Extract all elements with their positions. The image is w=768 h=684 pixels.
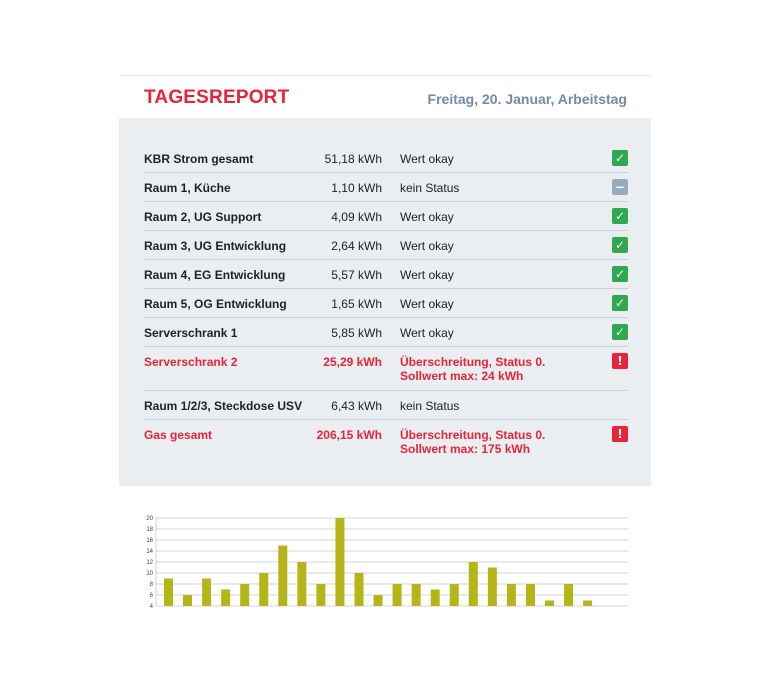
chart-bar bbox=[297, 562, 306, 606]
row-status-line1: Überschreitung, Status 0. bbox=[400, 428, 546, 442]
row-status-line1: Wert okay bbox=[400, 297, 454, 311]
row-name: Gas gesamt bbox=[144, 428, 213, 442]
check-icon: ✓ bbox=[612, 266, 628, 282]
chart-bar bbox=[450, 584, 459, 606]
row-status bbox=[400, 326, 454, 340]
row-name: Raum 3, UG Entwicklung bbox=[144, 239, 287, 253]
row-status-line1: Wert okay bbox=[400, 239, 454, 253]
row-status bbox=[400, 181, 459, 195]
row-value: 2,64 kWh bbox=[331, 239, 382, 253]
chart-bar bbox=[164, 579, 173, 607]
report-title: TAGESREPORT bbox=[144, 87, 290, 108]
chart-bar bbox=[259, 573, 268, 606]
row-status-line1: Überschreitung, Status 0. bbox=[400, 355, 546, 369]
table-row bbox=[144, 144, 628, 173]
row-value: 5,85 kWh bbox=[331, 326, 382, 340]
table-row bbox=[144, 202, 628, 231]
chart-bar bbox=[335, 518, 344, 606]
y-tick-label: 10 bbox=[146, 571, 153, 577]
chart-bar bbox=[564, 584, 573, 606]
row-status bbox=[400, 297, 454, 311]
report-date: Freitag, 20. Januar, Arbeitstag bbox=[427, 91, 627, 107]
chart-bar bbox=[583, 601, 592, 607]
chart-bar bbox=[278, 546, 287, 607]
chart-bar bbox=[431, 590, 440, 607]
row-value: 6,43 kWh bbox=[331, 399, 382, 413]
check-icon: ✓ bbox=[612, 237, 628, 253]
check-icon: ✓ bbox=[612, 295, 628, 311]
exclamation-icon: ! bbox=[612, 426, 628, 442]
chart-bar bbox=[545, 601, 554, 607]
chart-bar bbox=[316, 584, 325, 606]
row-status-line1: Wert okay bbox=[400, 152, 454, 166]
row-status bbox=[400, 399, 459, 413]
row-status bbox=[400, 355, 545, 383]
row-status-line1: kein Status bbox=[400, 181, 460, 195]
check-icon: ✓ bbox=[612, 208, 628, 224]
row-name: Serverschrank 1 bbox=[144, 326, 238, 340]
chart-bar bbox=[526, 584, 535, 606]
row-status-line2: Sollwert max: 24 kWh bbox=[400, 369, 524, 383]
row-status bbox=[400, 152, 454, 166]
row-name: Raum 1/2/3, Steckdose USV bbox=[144, 399, 303, 413]
row-value: 4,09 kWh bbox=[331, 210, 382, 224]
table-row bbox=[144, 231, 628, 260]
row-status-line1: kein Status bbox=[400, 399, 460, 413]
table-row bbox=[144, 347, 628, 391]
check-icon: ✓ bbox=[612, 150, 628, 166]
report-header bbox=[119, 76, 651, 118]
chart-bar bbox=[183, 595, 192, 606]
report-table bbox=[144, 144, 628, 464]
row-value: 1,65 kWh bbox=[331, 297, 382, 311]
row-status bbox=[400, 268, 454, 282]
chart-bar bbox=[202, 579, 211, 607]
row-name: Raum 1, Küche bbox=[144, 181, 231, 195]
row-value: 5,57 kWh bbox=[331, 268, 382, 282]
chart-bar bbox=[412, 584, 421, 606]
chart-bar bbox=[469, 562, 478, 606]
row-status-line2: Sollwert max: 175 kWh bbox=[400, 442, 531, 456]
y-tick-label: 14 bbox=[146, 549, 153, 555]
y-tick-label: 16 bbox=[146, 538, 153, 544]
y-tick-label: 18 bbox=[146, 527, 153, 533]
row-status bbox=[400, 428, 545, 456]
chart-bar bbox=[374, 595, 383, 606]
check-icon: ✓ bbox=[612, 324, 628, 340]
chart-bar bbox=[221, 590, 230, 607]
chart-bar bbox=[393, 584, 402, 606]
row-status-line1: Wert okay bbox=[400, 268, 454, 282]
y-tick-label: 4 bbox=[149, 604, 153, 610]
table-row bbox=[144, 420, 628, 464]
row-value: 51,18 kWh bbox=[324, 152, 382, 166]
row-name: KBR Strom gesamt bbox=[144, 152, 254, 166]
table-row bbox=[144, 260, 628, 289]
table-row bbox=[144, 173, 628, 202]
row-name: Raum 4, EG Entwicklung bbox=[144, 268, 286, 282]
consumption-bar-chart bbox=[140, 510, 640, 614]
table-row bbox=[144, 391, 628, 420]
report-panel bbox=[119, 118, 651, 486]
row-status bbox=[400, 239, 454, 253]
y-tick-label: 20 bbox=[146, 516, 153, 522]
chart-bar bbox=[507, 584, 516, 606]
row-name: Raum 5, OG Entwicklung bbox=[144, 297, 287, 311]
row-status-line1: Wert okay bbox=[400, 210, 454, 224]
exclamation-icon: ! bbox=[612, 353, 628, 369]
row-value: 206,15 kWh bbox=[316, 428, 382, 442]
chart-bar bbox=[488, 568, 497, 607]
y-tick-label: 12 bbox=[146, 560, 153, 566]
row-value: 1,10 kWh bbox=[331, 181, 382, 195]
y-tick-label: 6 bbox=[149, 593, 153, 599]
row-value: 25,29 kWh bbox=[323, 355, 382, 369]
row-name: Raum 2, UG Support bbox=[144, 210, 262, 224]
row-status bbox=[400, 210, 454, 224]
y-tick-label: 8 bbox=[149, 582, 153, 588]
chart-bar bbox=[355, 573, 364, 606]
row-name: Serverschrank 2 bbox=[144, 355, 238, 369]
chart-bar bbox=[240, 584, 249, 606]
minus-icon: − bbox=[612, 179, 628, 195]
table-row bbox=[144, 289, 628, 318]
table-row bbox=[144, 318, 628, 347]
row-status-line1: Wert okay bbox=[400, 326, 454, 340]
